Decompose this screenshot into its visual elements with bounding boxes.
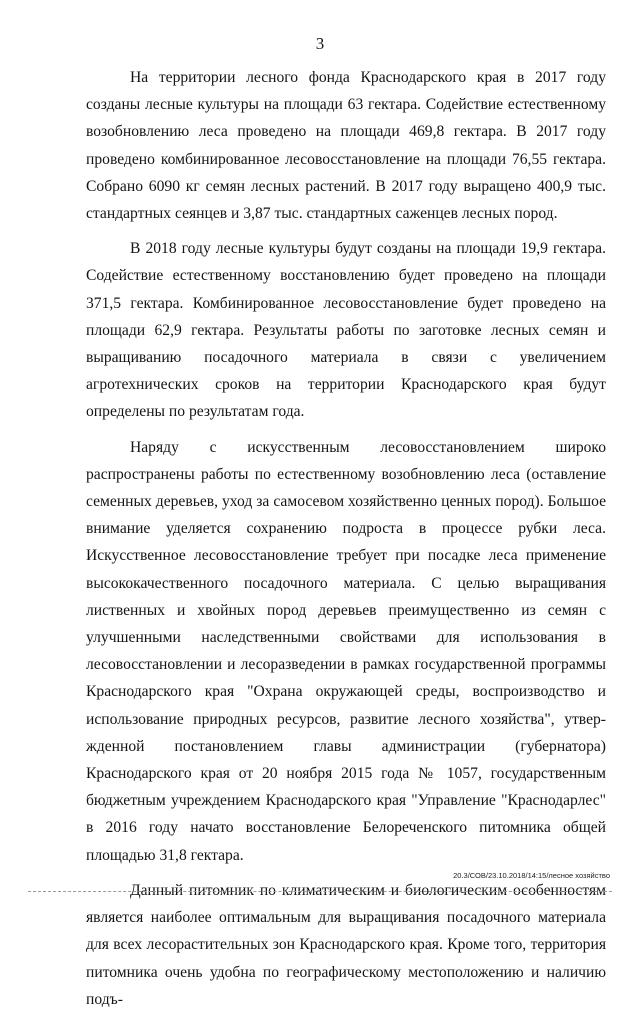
paragraph-natural-regeneration: Наряду с искусственным лесовосстановлением широко распространены работы по естественному возобновлению леса (оставление семенных деревьев, уход за самосевом хозяйственно ценных пород). Большое внимание уделяется сохранению подроста в процессе рубки леса. Искусственное лесовосстановление требует при посадке леса применение высококачественного посадочного материала. С целью выращивания лиственных и хвойных пород деревьев преимущественно из семян с улучшенными наследственными свойствами для использования в лесовосстановлении и лесоразведении в рамках государственной программы Краснодарского края "Охрана окружающей среды, воспроизводство и использование природных ресурсов, развитие лесного хозяйства", утвержденной постановлением главы администрации (губернатора) Краснодарского края от 20 ноября 2015 года № 1057, государственным бюджетным учреждением Краснодарского края "Управление "Краснодарлес" в 2016 году начато восстановление Белореченского питомника общей площадью 31,8 гектара. <box>86 438 606 864</box>
paragraph-2018-plans: В 2018 году лесные культуры будут созданы на площади 19,9 гектара. Содействие естественному восстановлению будет проведено на площади 371,5 гектара. Комбинированное лесовосстановление будет проведено на площади 62,9 гектара. Результаты работы по заготовке лесных семян и выращиванию посадочного материала в связи с увеличением агротехнических сроков на территории Краснодарского края будут определены по результатам года. <box>86 240 606 421</box>
bottom-divider <box>28 891 612 892</box>
document-footer-code: 20.3/СОВ/23.10.2018/14:15/лесное хозяйство <box>453 871 610 880</box>
paragraph-2017-results: На территории лесного фонда Краснодарского края в 2017 году созданы лесные культуры на площади 63 гектара. Содействие естественному возобновлению леса проведено на площади 469,8 гектара. В 2017 году проведено комбинированное лесовосстановление на площади 76,55 гектара. Собрано 6090 кг семян лесных растений. В 2017 году выращено 400,9 тыс. стандартных сеянцев и 3,87 тыс. стандартных саженцев лесных пород. <box>86 69 606 223</box>
page-number: 3 <box>315 34 325 53</box>
paragraph-nursery: Данный питомник по климатическим и биологическим особенностям является наиболее оптимальным для выращивания посадочного материала для всех лесорастительных зон Краснодарского края. Кроме того, территория питомника очень удобна по географическому местоположению и наличию подъ- <box>86 881 606 1008</box>
